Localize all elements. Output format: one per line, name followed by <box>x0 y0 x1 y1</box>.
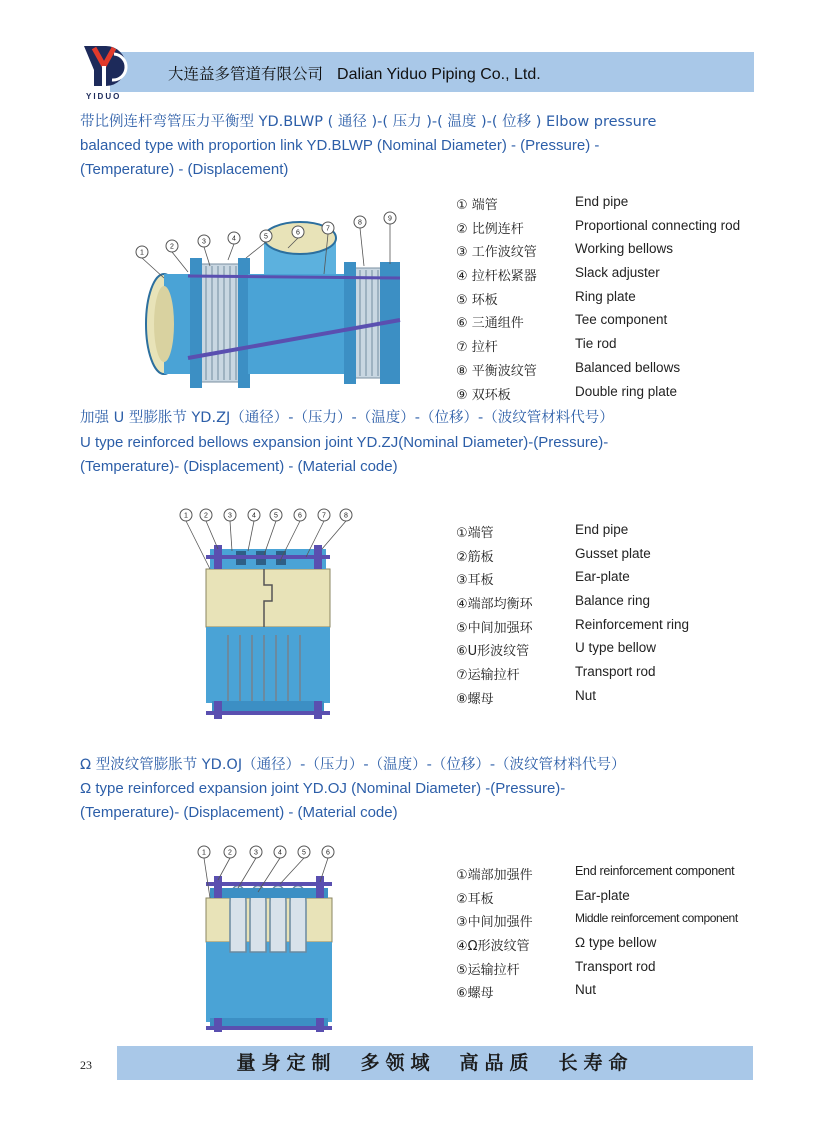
part-en: Reinforcement ring <box>575 616 690 632</box>
part-en: Middle reinforcement component <box>575 911 738 926</box>
part-cn: ②筋板 <box>456 549 494 565</box>
callout-number: 1 <box>202 849 206 857</box>
callout-leader <box>280 858 304 884</box>
yiduo-logo <box>80 40 132 100</box>
callout-leader <box>360 228 364 266</box>
part-cn: ④Ω形波纹管 <box>456 939 530 955</box>
part-en: End pipe <box>575 522 629 537</box>
section3-heading-line3: (Temperature)- (Displacement) - (Material code) <box>80 804 398 821</box>
section3-heading-line1: Ω 型波纹管膨胀节 YD.OJ（通径）-（压力）-（温度）-（位移）-（波纹管材料代号） <box>80 757 626 773</box>
part-en: Tee component <box>575 312 668 328</box>
callout-number: 2 <box>170 243 174 251</box>
part-en: Slack adjuster <box>575 265 660 281</box>
part-cn: ④ 拉杆松紧器 <box>456 269 537 285</box>
callout-number: 6 <box>298 512 302 520</box>
slogan-part: 高品质 <box>459 1052 535 1074</box>
part-cn: ⑧螺母 <box>456 691 494 707</box>
callout-number: 4 <box>232 235 236 243</box>
company-name-en: Dalian Yiduo Piping Co., Ltd. <box>337 66 541 83</box>
section1-heading-line3: (Temperature) - (Displacement) <box>80 161 289 178</box>
part-en: Working bellows <box>575 241 674 257</box>
part-cn: ⑦ 拉杆 <box>456 340 498 356</box>
part-en: Ear-plate <box>575 569 630 585</box>
callout-number: 5 <box>274 512 278 520</box>
part-cn: ⑤ 环板 <box>456 292 498 308</box>
callout-leader <box>204 858 210 898</box>
callout-leader <box>228 244 234 260</box>
part-en: U type bellow <box>575 640 657 656</box>
company-name-cn: 大连益多管道有限公司 <box>168 65 324 83</box>
part-cn: ②耳板 <box>456 891 494 907</box>
omega-type-expansion-joint-diagram <box>196 842 342 1034</box>
callout-number: 7 <box>322 512 326 520</box>
part-cn: ⑥U形波纹管 <box>456 644 530 660</box>
callout-number: 8 <box>358 219 362 227</box>
callout-number: 1 <box>140 249 144 257</box>
section1-heading-line2: balanced type with proportion link YD.BLWP (Nominal Diameter) - (Pressure) - <box>80 137 600 154</box>
part-cn: ② 比例连杆 <box>456 221 524 237</box>
callout-number: 9 <box>388 215 392 223</box>
part-en: Ear-plate <box>575 887 630 903</box>
part-cn: ⑤中间加强环 <box>456 620 533 636</box>
callout-number: 8 <box>344 512 348 520</box>
part-cn: ③中间加强件 <box>456 915 533 931</box>
u-type-expansion-joint-diagram <box>176 505 360 723</box>
part-cn: ⑧ 平衡波纹管 <box>456 363 537 379</box>
section2-heading-line2: U type reinforced bellows expansion joint YD.ZJ(Nominal Diameter)-(Pressure)- <box>80 434 609 451</box>
callout-leader <box>186 521 210 569</box>
part-en: End pipe <box>575 194 629 209</box>
part-en: Nut <box>575 687 597 703</box>
part-cn: ⑥螺母 <box>456 986 494 1002</box>
part-en: Tie rod <box>575 336 617 352</box>
slogan-part: 量身定制 <box>236 1052 337 1074</box>
callout-number: 2 <box>228 849 232 857</box>
part-en: Nut <box>575 982 597 998</box>
callout-leader <box>218 858 230 880</box>
callout-leader <box>206 521 218 549</box>
page-number: 23 <box>80 1058 92 1072</box>
callout-leader <box>142 258 164 278</box>
section1-heading-line1: 带比例连杆弯管压力平衡型 YD.BLWP ( 通径 )-( 压力 )-( 温度 )-( 位移 ) Elbow pressure <box>80 114 657 130</box>
part-cn: ③耳板 <box>456 573 494 589</box>
callout-leader <box>204 247 210 266</box>
callout-number: 3 <box>228 512 232 520</box>
callout-number: 7 <box>326 225 330 233</box>
part-cn: ③ 工作波纹管 <box>456 245 537 261</box>
callout-number: 2 <box>204 512 208 520</box>
slogan <box>117 1048 753 1078</box>
part-cn: ①端管 <box>456 526 494 541</box>
callout-number: 4 <box>252 512 256 520</box>
part-cn: ①端部加强件 <box>456 868 533 883</box>
slogan-part: 长寿命 <box>558 1052 634 1074</box>
slogan-part: 多领域 <box>360 1052 436 1074</box>
part-cn: ⑦运输拉杆 <box>456 668 520 684</box>
callout-leader <box>322 521 346 549</box>
callout-number: 6 <box>296 229 300 237</box>
logo-wordmark: YIDUO <box>86 92 122 101</box>
section2-heading-line3: (Temperature)- (Displacement) - (Material code) <box>80 458 398 475</box>
part-en: Transport rod <box>575 958 656 974</box>
callout-number: 4 <box>278 849 282 857</box>
callout-number: 5 <box>264 233 268 241</box>
callout-number: 3 <box>202 238 206 246</box>
part-en: Transport rod <box>575 664 656 680</box>
part-en: Ring plate <box>575 288 636 304</box>
part-en: Balanced bellows <box>575 359 681 375</box>
part-cn: ⑨ 双环板 <box>456 387 511 403</box>
callout-leader <box>248 521 254 551</box>
callout-leader <box>230 521 232 551</box>
callout-number: 6 <box>326 849 330 857</box>
section3-heading-line2: Ω type reinforced expansion joint YD.OJ (Nominal Diameter) -(Pressure)- <box>80 780 566 797</box>
callout-number: 1 <box>184 512 188 520</box>
part-cn: ⑤运输拉杆 <box>456 962 520 978</box>
elbow-pressure-balanced-joint-diagram <box>128 208 420 388</box>
part-cn: ① 端管 <box>456 198 498 213</box>
part-en: Proportional connecting rod <box>575 217 741 233</box>
part-en: End reinforcement component <box>575 864 735 878</box>
company-name <box>168 62 541 84</box>
callout-number: 3 <box>254 849 258 857</box>
part-en: Balance ring <box>575 593 651 609</box>
part-en: Ω type bellow <box>575 935 657 951</box>
callout-leader <box>246 242 266 258</box>
part-cn: ⑥ 三通组件 <box>456 316 524 332</box>
part-cn: ④端部均衡环 <box>456 597 533 613</box>
callout-leader <box>172 252 188 272</box>
section2-heading-line1: 加强 U 型膨胀节 YD.ZJ（通径）-（压力）-（温度）-（位移）-（波纹管材料代号） <box>80 410 614 426</box>
part-en: Double ring plate <box>575 383 678 399</box>
part-en: Gusset plate <box>575 545 651 561</box>
callout-number: 5 <box>302 849 306 857</box>
